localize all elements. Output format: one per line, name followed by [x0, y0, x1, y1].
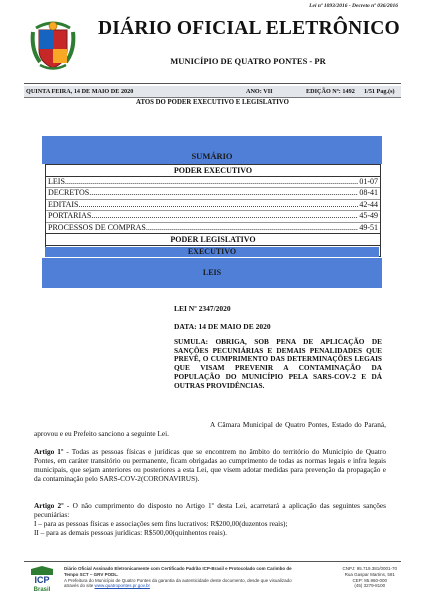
law-intro: A Câmara Municipal de Quatro Pontes, Estado do Paraná, aprovou e eu Prefeito sanciono a seguinte Lei. [34, 420, 386, 438]
footer-phone: (45) 3279-8100 [354, 583, 386, 589]
summary-row-pages: 49-51 [359, 222, 378, 232]
executive-section-bar [45, 247, 379, 257]
summary-row-label: PORTARIAS [48, 211, 92, 221]
summary-title: SUMÁRIO [191, 151, 233, 161]
footer [24, 561, 401, 598]
executive-heading: PODER EXECUTIVO [46, 165, 380, 177]
article-2-label: Artigo 2º [34, 501, 64, 510]
summary-row[interactable] [46, 223, 380, 234]
laws-section-bar [42, 258, 382, 288]
law-date: DATA: 14 DE MAIO DE 2020 [174, 322, 271, 331]
footer-line-1: Diário Oficial Assinado Eletronicamente com Certificado Padrão ICP-Brasil e Protocolado com Carimbo de Tempo SCT – GRV PODL. [64, 566, 292, 577]
article-2-item-i: I – para as pessoas físicas e associações sem fins lucrativos: R$200,00(duzentos reais); [34, 519, 288, 528]
legislative-heading: PODER LEGISLATIVO [46, 234, 380, 246]
summary-row[interactable] [46, 177, 380, 188]
footer-cnpj: CNPJ: 95.719.381/0001-70 [342, 566, 397, 571]
municipality-name: MUNICÍPIO DE QUATRO PONTES - PR [170, 56, 326, 66]
article-2-item-ii: II – para as demais pessoas jurídicas: R$500,00(quinhentos reais). [34, 528, 227, 537]
legal-reference: Lei nº 1093/2016 - Decreto nº 036/2016 [309, 3, 398, 9]
summary-row-label: LEIS [48, 177, 65, 186]
summary-row-pages: 42-44 [359, 199, 378, 209]
summary-row-pages: 08-41 [359, 188, 378, 198]
summary-row-pages: 45-49 [359, 211, 378, 221]
footer-street: Rua Gaspar Martins, 591 [344, 571, 395, 577]
icp-logo-bottom: Brasil [33, 587, 51, 593]
summary-table [45, 164, 381, 257]
footer-line-2: A Prefeitura do Município de Quatro Pontes da garantia da autenticidade deste documento, desde que visualizado através do site [64, 577, 292, 589]
article-2 [34, 501, 386, 519]
summary-row-pages: 01-07 [359, 177, 378, 186]
edition-number: EDIÇÃO Nº: 1492 [306, 88, 355, 95]
article-1-label: Artigo 1º [34, 447, 64, 456]
laws-section-title: LEIS [202, 268, 222, 277]
summary-title-bar [42, 136, 382, 164]
executive-section-title: EXECUTIVO [187, 247, 237, 256]
article-2-text: - O não cumprimento do disposto no Artigo 1º desta Lei, acarretará a aplicação das seguintes sanções pecuniárias: [34, 501, 386, 519]
article-1 [34, 447, 386, 483]
summary-row-label: EDITAIS [48, 199, 79, 209]
footer-cep: CEP: 85.960-000 [352, 577, 387, 583]
executive-items [46, 177, 380, 234]
summary-row[interactable] [46, 211, 380, 222]
law-number: LEI Nº 2347/2020 [174, 304, 231, 313]
acts-header: ATOS DO PODER EXECUTIVO E LEGISLATIVO [136, 99, 289, 106]
summary-row-label: DECRETOS [48, 188, 90, 198]
article-1-text: - Todas as pessoas físicas e jurídicas que se encontrem no âmbito do território do Município de Quatro Pontes, em caráter transitório ou permanente, ficam obrigadas ao cumprimento de todas as normas legais e infra legais municipais, que sejam anteriores ou posteriores a esta Lei, que visem adotar medidas para prevenção da propagação e da contaminação pelo SARS-COV-2(CORONAVIRUS). [34, 447, 386, 483]
edition-date: QUINTA FEIRA, 14 DE MAIO DE 2020 [26, 88, 134, 95]
coat-of-arms-icon [30, 18, 76, 72]
page-title: DIÁRIO OFICIAL ELETRÔNICO [98, 18, 400, 39]
summary-row[interactable] [46, 188, 380, 199]
icp-brasil-logo-icon [28, 565, 56, 595]
summary-row[interactable] [46, 200, 380, 211]
icp-logo-top: ICP [34, 575, 50, 585]
footer-address [342, 566, 397, 589]
footer-site-link[interactable]: www.quatropontes.pr.gov.br [94, 583, 150, 589]
header-divider [24, 83, 401, 84]
law-sumula: SUMULA: OBRIGA, SOB PENA DE APLICAÇÃO DE SANÇÕES PECUNIÁRIAS E DEMAIS PENALIDADES QUE PREVÊ, O CUMPRIMENTO DAS DETERMINAÇÕES LEGAIS QUE VISAM PREVENIR A CONTAMINAÇÃO DA POPULAÇÃO DO MUNICÍPIO PELA SARS-COV-2 E DÁ OUTRAS PROVIDÊNCIAS. [174, 337, 382, 390]
edition-pages: 1/51 Pag.(s) [364, 88, 395, 95]
summary-row-label: PROCESSOS DE COMPRAS [48, 222, 146, 232]
edition-bar [24, 86, 401, 98]
edition-year: ANO: VII [246, 88, 273, 95]
footer-signature-text [64, 566, 304, 589]
